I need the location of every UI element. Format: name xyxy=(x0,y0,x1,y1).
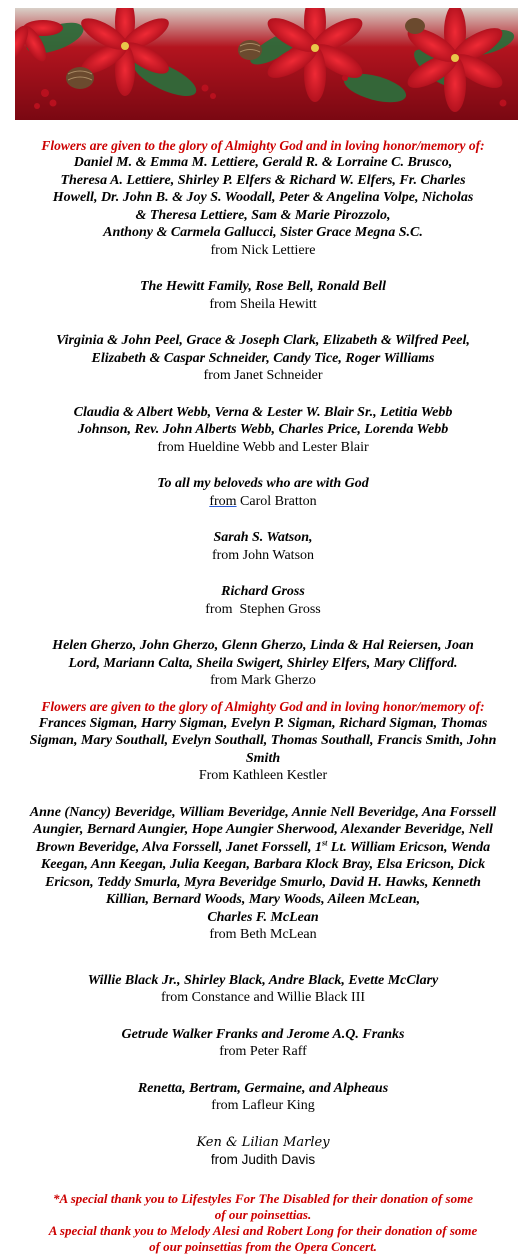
dedication-entry xyxy=(10,278,516,313)
dedication-document xyxy=(10,138,516,1255)
dedication-heading: Flowers are given to the glory of Almighty God and in loving honor/memory of: xyxy=(41,138,485,153)
honoree-line: Frances Sigman, Harry Sigman, Evelyn P. Sigman, Richard Sigman, Thomas xyxy=(38,715,488,731)
donor-line: from John Watson xyxy=(211,547,315,563)
honoree-line: Ken & Lilian Marley xyxy=(196,1134,330,1150)
honoree-line: Richard Gross xyxy=(221,584,305,599)
honoree-line: Ericson, Teddy Smurla, Myra Beveridge Smurlo, David H. Hawks, Kenneth xyxy=(45,874,481,890)
dedication-entry xyxy=(10,804,516,944)
honoree-line: Claudia & Albert Webb, Verna & Lester W. Blair Sr., Letitia Webb xyxy=(73,404,453,420)
honoree-line: Keegan, Ann Keegan, Julia Keegan, Barbara Klock Bray, Elsa Ericson, Dick xyxy=(40,857,486,872)
honoree-line: Killian, Bernard Woods, Mary Woods, Aileen McLean, xyxy=(105,892,421,907)
dedication-entry xyxy=(10,637,516,690)
dedication-entry xyxy=(10,154,516,259)
donor-line: from Constance and Willie Black III xyxy=(160,990,366,1005)
honoree-line xyxy=(10,839,516,857)
dedication-heading: Flowers are given to the glory of Almighty God and in loving honor/memory of: xyxy=(41,698,485,714)
honoree-text: Lt. William Ericson, Wenda xyxy=(327,839,491,855)
donor-line: from Stephen Gross xyxy=(205,601,321,617)
donor-line xyxy=(10,493,516,511)
honoree-line: Smith xyxy=(245,750,281,766)
honoree-line: Anthony & Carmela Gallucci, Sister Grace Megna S.C. xyxy=(103,225,423,240)
honoree-line: Johnson, Rev. John Alberts Webb, Charles Price, Lorenda Webb xyxy=(77,422,449,437)
honoree-line: To all my beloveds who are with God xyxy=(157,476,369,491)
poinsettia-illustration xyxy=(15,8,518,120)
thank-you-note xyxy=(10,1191,516,1255)
donor-line: from Judith Davis xyxy=(210,1152,316,1167)
donor-line: from Sheila Hewitt xyxy=(209,296,317,312)
thank-you-line: A special thank you to Melody Alesi and Robert Long for their donation of some xyxy=(48,1222,478,1238)
honoree-line: Anne (Nancy) Beveridge, William Beveridge, Annie Nell Beveridge, Ana Forssell xyxy=(29,804,497,820)
honoree-text: Brown Beveridge, Alva Forssell, Janet Forssell, 1 xyxy=(35,839,322,855)
thank-you-line: of our poinsettias. xyxy=(214,1206,312,1222)
honoree-line: Virginia & John Peel, Grace & Joseph Clark, Elizabeth & Wilfred Peel, xyxy=(56,333,470,348)
honoree-line: Elizabeth & Caspar Schneider, Candy Tice, Roger Williams xyxy=(91,350,435,366)
donor-line: From Kathleen Kestler xyxy=(198,768,328,783)
dedication-entry xyxy=(10,583,516,618)
honoree-line: Willie Black Jr., Shirley Black, Andre Black, Evette McClary xyxy=(87,972,439,988)
donor-line: from Peter Raff xyxy=(219,1044,307,1059)
honoree-line: Howell, Dr. John B. & Joy S. Woodall, Peter & Angelina Volpe, Nicholas xyxy=(52,190,474,205)
donor-line: from Nick Lettiere xyxy=(210,242,316,258)
donor-line: from Beth McLean xyxy=(209,927,317,942)
honoree-line: Sarah S. Watson, xyxy=(213,530,313,545)
honoree-line: The Hewitt Family, Rose Bell, Ronald Bell xyxy=(139,279,387,294)
donor-name: Carol Bratton xyxy=(236,493,317,509)
thank-you-line: of our poinsettias from the Opera Concert. xyxy=(149,1238,377,1254)
honoree-line: & Theresa Lettiere, Sam & Marie Pirozzolo, xyxy=(135,207,391,223)
donor-line: from Mark Gherzo xyxy=(210,673,316,688)
dedication-entry xyxy=(10,715,516,785)
honoree-line: Aungier, Bernard Aungier, Hope Aungier Sherwood, Alexander Beveridge, Nell xyxy=(33,822,493,837)
honoree-line: Lord, Mariann Calta, Sheila Swigert, Shirley Elfers, Mary Clifford. xyxy=(68,655,458,671)
honoree-line: Getrude Walker Franks and Jerome A.Q. Franks xyxy=(121,1026,405,1042)
from-word: from xyxy=(209,493,237,509)
honoree-line: Theresa A. Lettiere, Shirley P. Elfers & Richard W. Elfers, Fr. Charles xyxy=(60,172,466,188)
honoree-line: Sigman, Mary Southall, Evelyn Southall, Thomas Southall, Francis Smith, John xyxy=(29,733,497,748)
donor-line: from Lafleur King xyxy=(211,1098,315,1113)
honoree-line: Daniel M. & Emma M. Lettiere, Gerald R. & Lorraine C. Brusco, xyxy=(73,155,453,170)
donor-line: from Janet Schneider xyxy=(203,368,323,383)
honoree-line: Helen Gherzo, John Gherzo, Glenn Gherzo, Linda & Hal Reiersen, Joan xyxy=(52,638,474,653)
dedication-entry xyxy=(10,972,516,1007)
dedication-entry xyxy=(10,1134,516,1169)
dedication-entry xyxy=(10,1026,516,1061)
honoree-line: Renetta, Bertram, Germaine, and Alpheaus xyxy=(137,1080,389,1096)
dedication-entry xyxy=(10,529,516,564)
donor-line: from Hueldine Webb and Lester Blair xyxy=(157,439,369,455)
dedication-entry xyxy=(10,332,516,385)
dedication-entry xyxy=(10,1080,516,1115)
dedication-entry xyxy=(10,475,516,510)
dedication-entry xyxy=(10,404,516,457)
thank-you-line: *A special thank you to Lifestyles For The Disabled for their donation of some xyxy=(53,1190,473,1206)
ordinal-suffix: st xyxy=(321,837,328,847)
honoree-line: Charles F. McLean xyxy=(207,909,319,925)
poinsettia-banner-image xyxy=(15,8,518,120)
